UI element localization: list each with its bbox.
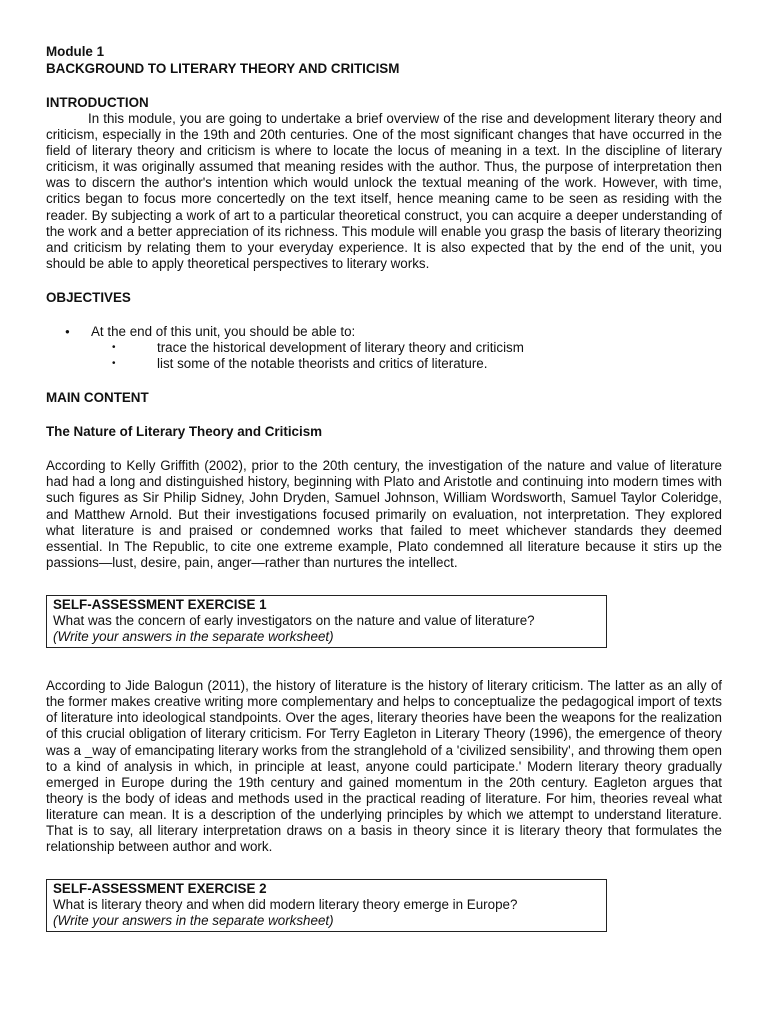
exercise-note: (Write your answers in the separate worksheet): [53, 629, 334, 645]
exercise-note: (Write your answers in the separate worksheet): [53, 913, 334, 929]
body-paragraph-balogun: According to Jide Balogun (2011), the history of literature is the history of literary criticism. The latter as an ally of the former makes creative writing more complementary and helps to conceptualize the pedagogical import of texts of literature into ideological standpoints. Over the ages, literary theories have been the weapons for the realization of this crucial obligation of literary criticism. For Terry Eagleton in Literary Theory (1996), the emergence of theory was a _way of emancipating literary works from the stranglehold of a 'civilized sensibility', and throwing them open to a kind of analysis in which, in principle at least, anyone could participate.' Modern literary theory gradually emerged in Europe during the 19th century and gained momentum in the 20th century. Eagleton argues that theory is the body of ideas and methods used in the practical reading of literature. For him, theories reveal what literature can mean. It is a description of the underlying principles by which we attempt to understand literature. That is to say, all literary interpretation draws on a basis in theory since it is literary theory that formulates the relationship between author and work.: [46, 678, 722, 855]
self-assessment-box-1: [46, 595, 607, 648]
introduction-paragraph: In this module, you are going to undertake a brief overview of the rise and development literary theory and criticism, especially in the 19th and 20th centuries. One of the most significant changes that have occurred in the field of literary theory and criticism is where to locate the locus of meaning in a text. In the discipline of literary criticism, it was originally assumed that meaning resides with the author. Thus, the purpose of interpretation then was to discern the author's intention which would unlock the textual meaning of the work. However, with time, critics began to focus more concertedly on the text itself, hence meaning came to be seen as residing with the reader. By subjecting a work of art to a particular theoretical construct, you can acquire a deeper understanding of the work and a better appreciation of its richness. This module will enable you grasp the basis of literary theorizing and criticism by relating them to your everyday experience. It is also expected that by the end of the unit, you should be able to apply theoretical perspectives to literary works.: [46, 111, 722, 271]
objective-item: • list some of the notable theorists and critics of literature.: [46, 356, 722, 372]
section-subheading: The Nature of Literary Theory and Criticism: [46, 424, 323, 440]
objectives-list: [46, 324, 722, 372]
introduction-heading: INTRODUCTION: [46, 95, 149, 110]
document-page: [46, 44, 722, 932]
body-paragraph-griffith: According to Kelly Griffith (2002), prior to the 20th century, the investigation of the nature and value of literature had had a long and distinguished history, beginning with Plato and Aristotle and continuing into modern times with such figures as Sir Philip Sidney, John Dryden, Samuel Johnson, William Wordsworth, Samuel Taylor Coleridge, and Matthew Arnold. But their investigations focused primarily on evaluation, not interpretation. They explored what literature is and praised or condemned works that failed to meet whichever standards they deemed essential. In The Republic, to cite one extreme example, Plato condemned all literature because it stirs up the passions—lust, desire, pain, anger—rather than nurtures the intellect.: [46, 458, 722, 570]
objective-item: • trace the historical development of literary theory and criticism: [46, 340, 722, 356]
module-title: BACKGROUND TO LITERARY THEORY AND CRITICISM: [46, 60, 400, 76]
exercise-title: SELF-ASSESSMENT EXERCISE 1: [53, 596, 267, 612]
exercise-question: What is literary theory and when did modern literary theory emerge in Europe?: [53, 897, 518, 913]
objectives-heading: OBJECTIVES: [46, 289, 131, 305]
exercise-question: What was the concern of early investigators on the nature and value of literature?: [53, 612, 535, 628]
self-assessment-box-2: [46, 879, 607, 932]
module-number: Module 1: [46, 44, 105, 59]
main-content-heading: MAIN CONTENT: [46, 390, 149, 406]
objectives-lead: ● At the end of this unit, you should be able to:: [46, 324, 722, 340]
exercise-title: SELF-ASSESSMENT EXERCISE 2: [53, 881, 267, 897]
